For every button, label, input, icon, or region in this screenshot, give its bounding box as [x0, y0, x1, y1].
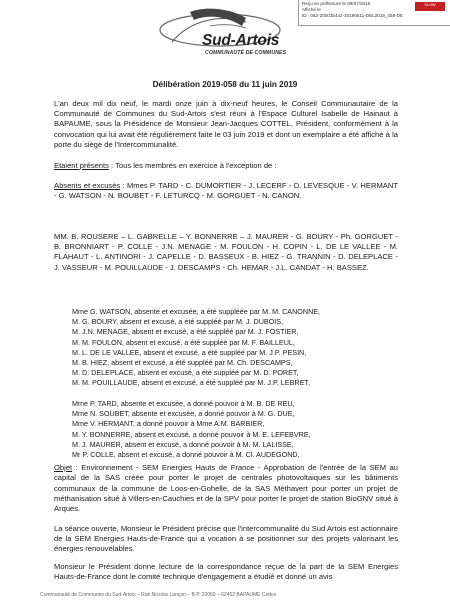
supplees-list	[72, 307, 320, 389]
pouvoirs-list	[72, 399, 311, 460]
list-item: M. L. DE LE VALLEE, absent et excusé, a été suppléé par M. J.P. PESIN,	[72, 347, 307, 357]
objet-text: : Environnement - SEM Energies Hauts de France - Approbation de l'entrée de la SEM au capital de la SAS créée pour porter le projet de centrales photovoltaiques sur les bâtiments communaux de la commune de Loos-en-Gohelle, de la SAS Méthavert pour porter un projet de méthanisation situé à Villers-en-Cauchies et de la SPV pour porter le projet de station BioGNV situé à Arques.	[54, 463, 398, 514]
list-item: M. M. POUILLAUDE, absent et excusé, a été suppléé par M. J.P. LEBRET,	[72, 378, 310, 388]
presents-label: Etaient présents	[54, 161, 109, 170]
stamp-received-line: Reçu en préfecture le 09/07/2019	[302, 1, 371, 6]
prefecture-stamp	[298, 0, 450, 26]
page-footer: Communauté de Communes du Sud-Artois – Rue Nicolas Lançon – B.P. 20060 – 62452 BAPAUME Cedex	[40, 592, 277, 598]
correspondence-paragraph: Monsieur le Président donne lecture de la correspondance reçue de la part de la SEM Energies Hauts-de-France dont le comité technique d'engagement a étudié et donné un avis	[54, 562, 398, 582]
list-item: Mr P. COLLE, absent et excusé, a donné pouvoir à M. Cl. AUDEGOND,	[72, 450, 300, 460]
logo-name: Sud-Artois	[202, 32, 280, 49]
objet-label: Objet	[54, 463, 73, 472]
list-item: M. J. MAURER, absent et excusé, a donné pouvoir à M. M. LALISSE,	[72, 439, 294, 449]
list-item: M. D. DELEPLACE, absent et excusé, a été suppléé par M. D. PORET,	[72, 368, 299, 378]
presents-text: : Tous les membres en exercice à l'exception de :	[108, 161, 277, 170]
objet-paragraph	[54, 463, 398, 514]
list-item: M. B. HIEZ, absent et excusé, a été suppléé par M. Ch. DESCAMPS,	[72, 358, 293, 368]
stamp-badge: SLOW	[415, 2, 445, 11]
stamp-id-line: ID : 062-200035442-20190611-DEL2019_058-DE	[302, 13, 404, 19]
list-item: Mme P. TARD, absente et excusée, a donné pouvoir à M. B. DE REU,	[72, 399, 295, 408]
list-item: Mme V. HERMANT, a donné pouvoir à Mme A.M. BARBIER,	[72, 419, 265, 429]
absents-label: Absents et excusés	[54, 181, 121, 190]
list-item: M. G. BOURY, absent et excusé, a été suppléé par M. J. DUBOIS,	[72, 317, 284, 327]
absents-paragraph	[54, 181, 398, 201]
members-paragraph: MM. B. ROUSERE – L. GABRELLE – Y. BONNERRE – J. MAURER - G. BOURY - Ph. GORGUET - B. BRONNIART - P. COLLE - J.N. MENAGE - M. FOULON - H. COPIN - L. DE LE VALLEE - M. FLAHAUT - L. ANTINORI - J. CAPELLE - D. BASSEUX - B. HIEZ - G. TRANNIN - D. DELEPLACE - J. VASSEUR - M. POUILLAUDE - J. DESCAMPS - Ch. HEMAR - J.L. CANDAT - H. BASSEZ.	[54, 232, 398, 272]
logo-subtitle: COMMUNAUTÉ DE COMMUNES	[205, 50, 287, 56]
list-item: M. J.N. MENAGE, absent et excusé, a été suppléé par M. J. FOSTIER,	[72, 327, 299, 337]
intro-paragraph: L'an deux mil dix neuf, le mardi onze juin à dix-neuf heures, le Conseil Communautaire de la Communauté de Communes du Sud-Artois s'est réuni à l'Espace Culturel Isabelle de Hainaut à BAPAUME, sous la Présidence de Monsieur Jean-Jacques COTTEL, Président, conformément à la convocation qui lui avait été régulièrement faite le 03 juin 2019 et dont un exemplaire a été affiché à la porte du siège de l'Intercommunalité.	[54, 99, 398, 149]
absents-text: : Mmes P. TARD - C. DUMORTIER - J. LECERF - D. LEVESQUE - V. HERMANT - G. WATSON - N. BOUBET - F. LETURCQ - M. GORGUET - N. CANON.	[54, 181, 398, 201]
list-item: M. M. FOULON, absent et excusé, a été suppléé par M. F. BAILLEUL,	[72, 337, 295, 347]
list-item: M. Y. BONNERRE, absent et excusé, a donné pouvoir à M. E. LEFEBVRE,	[72, 429, 311, 439]
deliberation-title: Délibération 2019-058 du 11 juin 2019	[152, 80, 298, 89]
presents-line	[54, 161, 398, 171]
list-item: Mme N. SOUBET, absente et excusée, a donné pouvoir à M. G. DUE,	[72, 409, 295, 419]
stamp-posted-line: Affiché le	[302, 7, 321, 13]
session-paragraph: La séance ouverte, Monsieur le Président précise que l'intercommunalité du Sud Artois est actionnaire de la SEM Energies Hauts-de-France qui a vocation à se positionner sur des projets valorisant les énergies renouvelables.	[54, 524, 398, 554]
list-item: Mme G. WATSON, absente et excusée, a été suppléée par M. M. CANONNE,	[72, 307, 321, 316]
